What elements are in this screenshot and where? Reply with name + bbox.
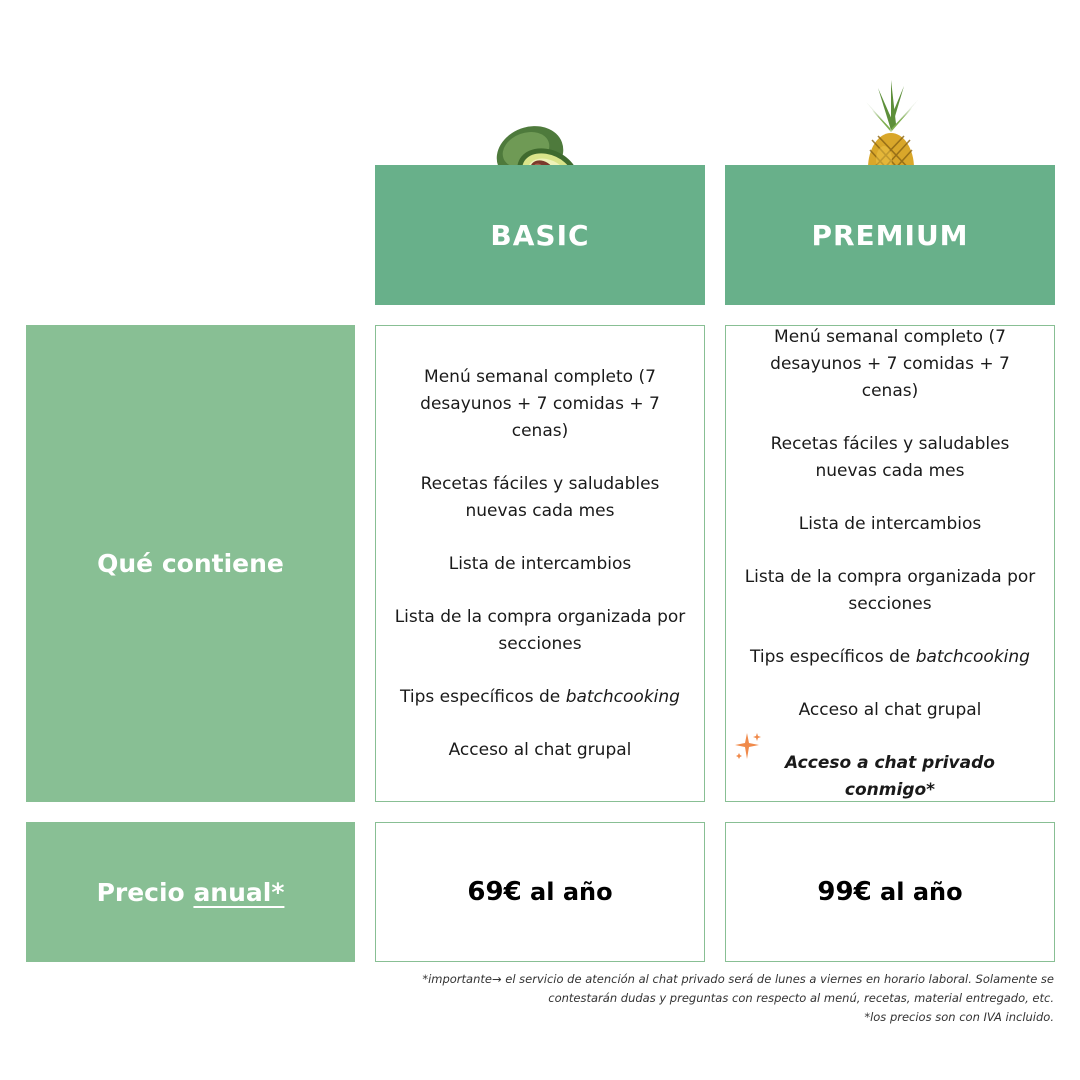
price-amount: 99€ — [817, 877, 872, 907]
feature-item: Lista de la compra organizada por secciones — [394, 606, 686, 654]
feature-item — [390, 684, 690, 711]
feature-item: Lista de intercambios — [448, 553, 632, 574]
feature-item: Lista de intercambios — [798, 513, 982, 534]
price-amount: 69€ — [467, 877, 522, 907]
plan-header-basic — [375, 165, 705, 305]
price-label — [26, 822, 355, 962]
feature-prefix: Tips específicos de — [400, 686, 566, 707]
feature-emphasis: batchcooking — [915, 646, 1030, 667]
feature-item — [740, 644, 1040, 671]
footnotes — [394, 970, 1054, 1027]
price-premium — [817, 877, 962, 907]
feature-item: Menú semanal completo (7 desayunos + 7 comidas + 7 cenas) — [420, 366, 660, 441]
price-label-prefix: Precio — [96, 877, 194, 907]
feature-item: Recetas fáciles y saludables nuevas cada mes — [770, 433, 1010, 481]
plan-header-premium — [725, 165, 1055, 305]
feature-item: Acceso al chat grupal — [448, 739, 632, 760]
contents-label — [26, 325, 355, 802]
feature-prefix: Tips específicos de — [750, 646, 916, 667]
feature-item: Lista de la compra organizada por secciones — [744, 566, 1036, 614]
contents-label-text: Qué contiene — [97, 549, 284, 578]
sparkle-icon — [733, 731, 763, 761]
price-suffix: al año — [521, 878, 613, 906]
feature-item: Acceso al chat grupal — [798, 699, 982, 720]
plan-name-basic: BASIC — [490, 218, 590, 252]
feature-item: Menú semanal completo (7 desayunos + 7 comidas + 7 cenas) — [770, 326, 1010, 401]
price-card-premium — [725, 822, 1055, 962]
plan-name-premium: PREMIUM — [811, 218, 969, 252]
footnote-vat: *los precios son con IVA incluido. — [864, 1010, 1054, 1024]
feature-emphasis: batchcooking — [565, 686, 680, 707]
features-card-premium — [725, 325, 1055, 802]
feature-item: Recetas fáciles y saludables nuevas cada mes — [420, 473, 660, 521]
footnote-important: *importante→ el servicio de atención al chat privado será de lunes a viernes en horario laboral. Solamente se contestarán dudas y preguntas con respecto al menú, recetas, material entregado, etc. — [422, 972, 1054, 1005]
features-card-basic — [375, 325, 705, 802]
feature-item-highlight: Acceso a chat privado conmigo* — [785, 752, 995, 800]
price-label-underlined: anual* — [193, 877, 285, 907]
price-card-basic — [375, 822, 705, 962]
price-basic — [467, 877, 612, 907]
price-suffix: al año — [871, 878, 963, 906]
